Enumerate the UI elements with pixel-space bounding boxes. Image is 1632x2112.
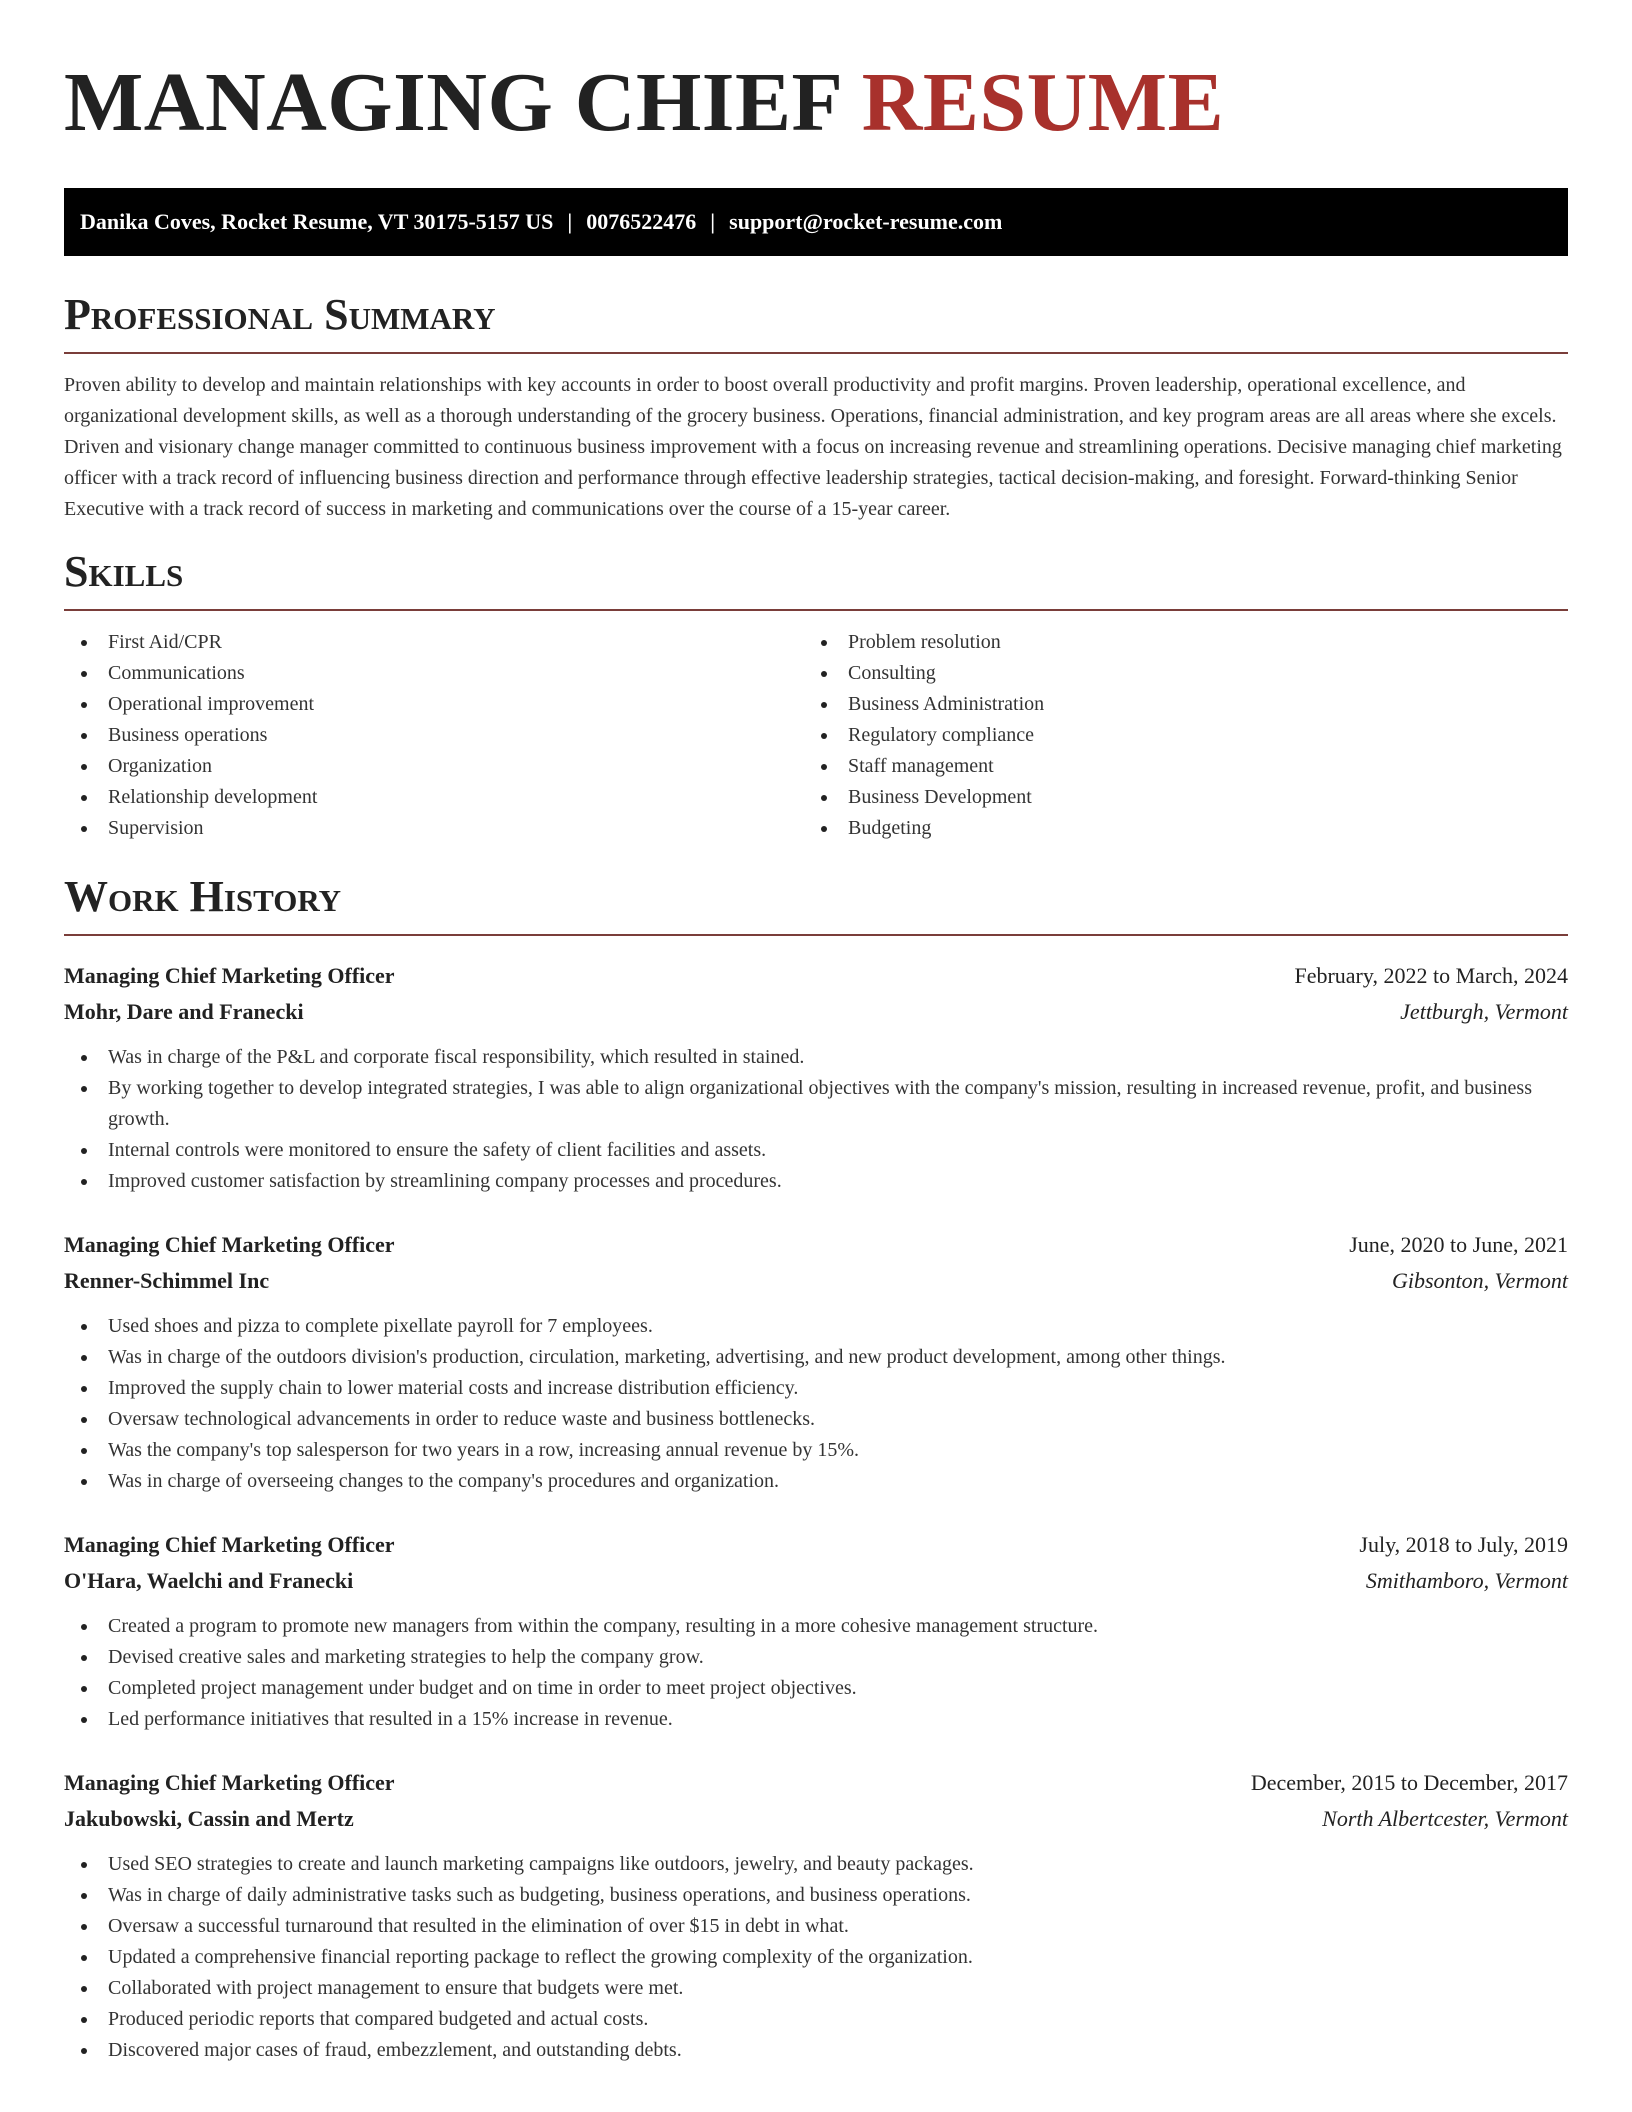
bullet-icon: [81, 733, 87, 739]
skills-list-right: [804, 627, 1544, 844]
duty-item: [64, 1042, 1568, 1073]
bullet-icon: [81, 1386, 87, 1392]
job-header-row: [64, 1765, 1568, 1801]
bullet-icon: [81, 1417, 87, 1423]
duty-item: [64, 1880, 1568, 1911]
job-company: Mohr, Dare and Franecki: [64, 999, 304, 1024]
bullet-icon: [81, 1655, 87, 1661]
job-entry: [64, 1765, 1568, 2066]
duty-item-text: Was in charge of the outdoors division's production, circulation, marketing, advertising, and new product development, among other things.: [108, 1346, 1226, 1368]
professional-summary-section: [64, 290, 1568, 525]
duty-item-text: Was in charge of overseeing changes to the company's procedures and organization.: [108, 1470, 780, 1492]
contact-email[interactable]: support@rocket-resume.com: [729, 209, 1003, 234]
job-company-row: [64, 1263, 1568, 1299]
job-duties-list: [64, 1311, 1568, 1497]
bullet-icon: [81, 640, 87, 646]
skills-section: [64, 547, 1568, 844]
skill-item-text: Relationship development: [108, 786, 318, 808]
duty-item-text: Used SEO strategies to create and launch marketing campaigns like outdoors, jewelry, and beauty packages.: [108, 1853, 974, 1875]
skill-item-text: Problem resolution: [848, 631, 1001, 653]
title-main: MANAGING CHIEF: [64, 56, 841, 149]
job-title: Managing Chief Marketing Officer: [64, 1770, 395, 1795]
job-company: Jakubowski, Cassin and Mertz: [64, 1806, 354, 1831]
duty-item: [64, 1611, 1568, 1642]
job-header-row: [64, 958, 1568, 994]
duty-item-text: Collaborated with project management to ensure that budgets were met.: [108, 1977, 684, 1999]
skill-item-text: Business Development: [848, 786, 1032, 808]
duty-item-text: Oversaw technological advancements in order to reduce waste and business bottlenecks.: [108, 1408, 815, 1430]
skill-item: [64, 689, 804, 720]
skill-item: [64, 782, 804, 813]
job-dates: December, 2015 to December, 2017: [1250, 1770, 1568, 1795]
bullet-icon: [821, 764, 827, 770]
duty-item-text: Devised creative sales and marketing strategies to help the company grow.: [108, 1646, 704, 1668]
skill-item: [804, 689, 1544, 720]
bullet-icon: [81, 671, 87, 677]
bullet-icon: [81, 1686, 87, 1692]
job-header-row: [64, 1227, 1568, 1263]
work-history-heading: Work History: [64, 872, 342, 921]
duty-item: [64, 1673, 1568, 1704]
duty-item-text: Improved the supply chain to lower material costs and increase distribution efficiency.: [108, 1377, 799, 1399]
duty-item: [64, 1642, 1568, 1673]
duty-item: [64, 1135, 1568, 1166]
duty-item: [64, 1973, 1568, 2004]
job-title: Managing Chief Marketing Officer: [64, 1232, 395, 1257]
bullet-icon: [81, 1448, 87, 1454]
skill-item-text: Consulting: [848, 662, 936, 684]
section-divider: [64, 609, 1568, 611]
skill-item: [64, 751, 804, 782]
bullet-icon: [81, 1179, 87, 1185]
skill-item: [804, 751, 1544, 782]
duty-item-text: Was in charge of daily administrative tasks such as budgeting, business operations, and business operations.: [108, 1884, 971, 1906]
job-entry: [64, 1527, 1568, 1735]
duty-item-text: Created a program to promote new managers from within the company, resulting in a more cohesive management structure.: [108, 1615, 1099, 1637]
bullet-icon: [81, 764, 87, 770]
duty-item-text: Discovered major cases of fraud, embezzlement, and outstanding debts.: [108, 2039, 682, 2061]
duty-item-text: By working together to develop integrated strategies, I was able to align organizational objectives with the company's mission, resulting in increased revenue, profit, and business growth.: [108, 1077, 1532, 1130]
duty-item-text: Led performance initiatives that resulted in a 15% increase in revenue.: [108, 1708, 673, 1730]
contact-address: Danika Coves, Rocket Resume, VT 30175-5157 US: [80, 209, 554, 234]
duty-item: [64, 1166, 1568, 1197]
summary-heading: Professional Summary: [64, 290, 496, 339]
duty-item-text: Updated a comprehensive financial reporting package to reflect the growing complexity of the organization.: [108, 1946, 973, 1968]
duty-item: [64, 2035, 1568, 2066]
skills-list-left: [64, 627, 804, 844]
duty-item-text: Internal controls were monitored to ensure the safety of client facilities and assets.: [108, 1139, 767, 1161]
job-dates: February, 2022 to March, 2024: [1294, 963, 1568, 988]
job-duties-list: [64, 1611, 1568, 1735]
duty-item: [64, 1942, 1568, 1973]
bullet-icon: [821, 826, 827, 832]
duty-item-text: Produced periodic reports that compared budgeted and actual costs.: [108, 2008, 649, 2030]
duty-item: [64, 1466, 1568, 1497]
skill-item-text: Regulatory compliance: [848, 724, 1035, 746]
job-entry: [64, 1227, 1568, 1497]
bullet-icon: [821, 795, 827, 801]
bullet-icon: [81, 1624, 87, 1630]
skill-item-text: Business operations: [108, 724, 268, 746]
bullet-icon: [821, 640, 827, 646]
summary-text: Proven ability to develop and maintain relationships with key accounts in order to boost overall productivity and profit margins. Proven leadership, operational excellence, and organizational development skills, as well as a thorough understanding of the grocery business. Operations, financial administration, and key program areas are all areas where she excels. Driven and visionary change manager committed to continuous business improvement with a focus on increasing revenue and streamlining operations. Decisive managing chief marketing officer with a track record of influencing business direction and performance through effective leadership strategies, tactical decision-making, and foresight. Forward-thinking Senior Executive with a track record of success in marketing and communications over the course of a 15-year career.: [64, 374, 1562, 520]
skill-item: [804, 782, 1544, 813]
contact-separator: |: [567, 209, 573, 234]
job-duties-list: [64, 1849, 1568, 2066]
skill-item: [804, 658, 1544, 689]
skill-item-text: First Aid/CPR: [108, 631, 222, 653]
duty-item: [64, 1073, 1568, 1135]
job-location: Gibsonton, Vermont: [1392, 1268, 1568, 1293]
duty-item: [64, 1311, 1568, 1342]
resume-title: [64, 58, 1568, 148]
skill-item: [64, 658, 804, 689]
job-location: North Albertcester, Vermont: [1322, 1806, 1568, 1831]
bullet-icon: [81, 1986, 87, 1992]
bullet-icon: [821, 702, 827, 708]
job-company-row: [64, 994, 1568, 1030]
skills-heading: Skills: [64, 547, 184, 596]
work-history-section: [64, 872, 1568, 2066]
title-accent: RESUME: [861, 56, 1225, 149]
duty-item: [64, 1404, 1568, 1435]
job-entry: [64, 958, 1568, 1197]
skill-item: [64, 813, 804, 844]
skill-item-text: Staff management: [848, 755, 994, 777]
duty-item: [64, 1373, 1568, 1404]
job-list: [64, 958, 1568, 2066]
bullet-icon: [81, 1924, 87, 1930]
job-location: Jettburgh, Vermont: [1400, 999, 1568, 1024]
duty-item: [64, 1911, 1568, 1942]
bullet-icon: [81, 702, 87, 708]
contact-separator: |: [710, 209, 716, 234]
job-company: O'Hara, Waelchi and Franecki: [64, 1568, 354, 1593]
job-company-row: [64, 1563, 1568, 1599]
skill-item: [64, 720, 804, 751]
bullet-icon: [821, 733, 827, 739]
contact-phone[interactable]: 0076522476: [586, 209, 697, 234]
bullet-icon: [81, 826, 87, 832]
duty-item: [64, 2004, 1568, 2035]
skill-item-text: Budgeting: [848, 817, 932, 839]
duty-item-text: Improved customer satisfaction by streamlining company processes and procedures.: [108, 1170, 782, 1192]
job-company: Renner-Schimmel Inc: [64, 1268, 270, 1293]
duty-item-text: Was in charge of the P&L and corporate fiscal responsibility, which resulted in stained.: [108, 1046, 805, 1068]
section-divider: [64, 352, 1568, 354]
resume-page: [64, 0, 1568, 2066]
skill-item: [804, 813, 1544, 844]
skill-item-text: Organization: [108, 755, 213, 777]
contact-bar: [64, 188, 1568, 256]
skill-item: [804, 720, 1544, 751]
duty-item: [64, 1435, 1568, 1466]
bullet-icon: [81, 1717, 87, 1723]
job-duties-list: [64, 1042, 1568, 1197]
bullet-icon: [81, 2048, 87, 2054]
job-dates: June, 2020 to June, 2021: [1349, 1232, 1568, 1257]
section-divider: [64, 934, 1568, 936]
duty-item: [64, 1342, 1568, 1373]
bullet-icon: [821, 671, 827, 677]
job-company-row: [64, 1801, 1568, 1837]
job-title: Managing Chief Marketing Officer: [64, 963, 395, 988]
bullet-icon: [81, 2017, 87, 2023]
skills-columns: [64, 627, 1568, 844]
duty-item: [64, 1704, 1568, 1735]
bullet-icon: [81, 1148, 87, 1154]
bullet-icon: [81, 1893, 87, 1899]
job-title: Managing Chief Marketing Officer: [64, 1532, 395, 1557]
bullet-icon: [81, 1479, 87, 1485]
skill-item-text: Business Administration: [848, 693, 1045, 715]
skill-item: [804, 627, 1544, 658]
bullet-icon: [81, 795, 87, 801]
skill-item-text: Communications: [108, 662, 245, 684]
job-dates: July, 2018 to July, 2019: [1359, 1532, 1568, 1557]
skill-item: [64, 627, 804, 658]
skill-item-text: Supervision: [108, 817, 204, 839]
bullet-icon: [81, 1055, 87, 1061]
duty-item-text: Oversaw a successful turnaround that resulted in the elimination of over $15 in debt in what.: [108, 1915, 849, 1937]
duty-item-text: Used shoes and pizza to complete pixellate payroll for 7 employees.: [108, 1315, 653, 1337]
duty-item-text: Completed project management under budget and on time in order to meet project objectives.: [108, 1677, 857, 1699]
skill-item-text: Operational improvement: [108, 693, 315, 715]
bullet-icon: [81, 1955, 87, 1961]
bullet-icon: [81, 1324, 87, 1330]
duty-item-text: Was the company's top salesperson for two years in a row, increasing annual revenue by 15%.: [108, 1439, 860, 1461]
bullet-icon: [81, 1862, 87, 1868]
job-header-row: [64, 1527, 1568, 1563]
bullet-icon: [81, 1086, 87, 1092]
job-location: Smithamboro, Vermont: [1365, 1568, 1568, 1593]
bullet-icon: [81, 1355, 87, 1361]
duty-item: [64, 1849, 1568, 1880]
